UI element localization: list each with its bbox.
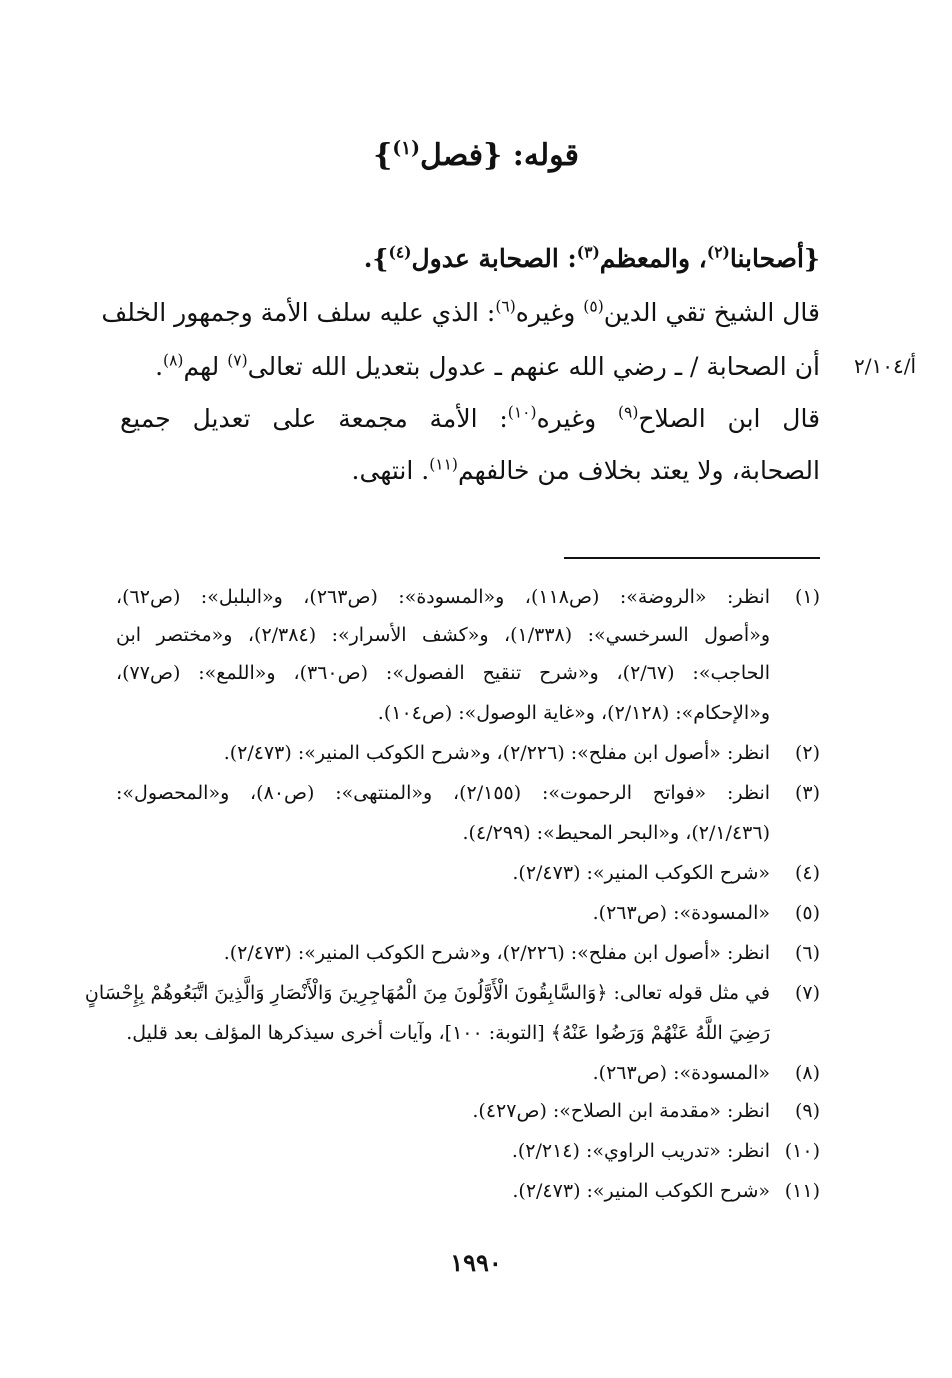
text-line-1: [120, 244, 820, 273]
text-segment: : الأمة مجمعة على تعديل جميع: [120, 404, 508, 433]
footnote-3-line-2: (٢/١/٤٣٦)، و«البحر المحيط»: (٤/٢٩٩).: [462, 822, 770, 844]
footnote-text: انظر: «تدريب الراوي»: (٢/٢١٤).: [511, 1140, 770, 1162]
footnote-ref: (٨): [163, 351, 184, 370]
text-segment: ، والمعظم: [599, 244, 707, 273]
footnote-number: (٢): [794, 742, 820, 764]
text-segment: : الصحابة عدول: [411, 244, 577, 273]
footnote-ref: (٤): [388, 242, 412, 262]
footnote-1-line-3: الحاجب»: (٢/٦٧)، و«شرح تنقيح الفصول»: (ص٣٦٠)، و«اللمع»: (ص٧٧)،: [116, 662, 770, 684]
footnote-separator: [564, 557, 820, 559]
text-segment: }.: [363, 244, 389, 273]
text-segment: قال الشيخ تقي الدين: [603, 298, 820, 327]
page-number: ١٩٩٠: [450, 1248, 502, 1277]
footnote-text: انظر: «فواتح الرحموت»: (٢/١٥٥)، و«المنتهى»: (ص٨٠)، و«المحصول»:: [116, 782, 771, 804]
section-title-brace: }: [373, 138, 393, 173]
footnote-1-line-2: و«أصول السرخسي»: (١/٣٣٨)، و«كشف الأسرار»: (٢/٣٨٤)، و«مختصر ابن: [116, 624, 770, 646]
footnote-number: (١): [794, 586, 820, 608]
footnote-number: (١٠): [784, 1140, 820, 1162]
footnote-ref: (٩): [617, 403, 639, 422]
text-line-3: [120, 352, 820, 381]
section-title-text: قوله: {فصل: [419, 138, 579, 173]
footnote-number: (٩): [794, 1100, 820, 1122]
footnote-7-line-2: رَضِيَ اللَّهُ عَنْهُمْ وَرَضُوا عَنْهُ﴾ [التوبة: ١٠٠]، وآيات أخرى سيذكرها المؤلف بعد قليل.: [126, 1022, 770, 1044]
footnote-text: انظر: «أصول ابن مفلح»: (٢/٢٢٦)، و«شرح الكوكب المنير»: (٢/٤٧٣).: [223, 942, 770, 964]
text-line-4: [120, 404, 820, 433]
footnote-ref: (٦): [495, 297, 516, 316]
text-segment: .: [155, 352, 164, 381]
footnote-text: في مثل قوله تعالى: ﴿وَالسَّابِقُونَ الْأَوَّلُونَ مِنَ الْمُهَاجِرِينَ وَالْأَنْصَارِ وَالَّذِينَ اتَّبَعُوهُمْ بِإِحْسَانٍ: [84, 982, 770, 1004]
footnote-ref: (٢): [706, 242, 730, 262]
footnote-number: (٤): [794, 862, 820, 884]
text-segment: الصحابة، ولا يعتد بخلاف من خالفهم: [457, 456, 820, 485]
margin-folio-note: أ/٢/١٠٤: [853, 354, 916, 378]
text-segment: . انتهى.: [351, 456, 430, 485]
footnote-ref: (٥): [583, 297, 604, 316]
footnote-number: (١١): [784, 1180, 820, 1202]
footnote-number: (٧): [794, 982, 820, 1004]
footnote-ref: (٣): [576, 242, 600, 262]
text-segment: قال ابن الصلاح: [638, 404, 821, 433]
text-segment: وغيره: [536, 404, 618, 433]
footnote-number: (٦): [794, 942, 820, 964]
footnote-text: «شرح الكوكب المنير»: (٢/٤٧٣).: [512, 862, 770, 884]
text-line-2: [101, 297, 820, 327]
footnote-ref: (٧): [227, 351, 248, 370]
footnote-text: «المسودة»: (ص٢٦٣).: [592, 902, 770, 924]
text-segment: لهم: [183, 352, 228, 381]
footnote-text: «المسودة»: (ص٢٦٣).: [592, 1062, 770, 1084]
footnote-text: «شرح الكوكب المنير»: (٢/٤٧٣).: [512, 1180, 770, 1202]
text-line-5: [120, 456, 820, 485]
footnote-ref: (١٠): [507, 403, 537, 422]
text-segment: : الذي عليه سلف الأمة وجمهور الخلف: [101, 298, 496, 327]
footnote-number: (٣): [794, 782, 820, 804]
footnote-text: انظر: «مقدمة ابن الصلاح»: (ص٤٢٧).: [472, 1100, 770, 1122]
text-segment: {أصحابنا: [729, 244, 820, 273]
text-segment: أن الصحابة / ـ رضي الله عنهم ـ عدول بتعديل الله تعالى: [247, 352, 820, 381]
footnote-1-line-4: و«الإحكام»: (٢/١٢٨)، و«غاية الوصول»: (ص١٠٤).: [377, 702, 770, 724]
footnote-number: (٨): [794, 1062, 820, 1084]
footnote-ref: (١): [392, 138, 420, 159]
text-segment: وغيره: [515, 298, 584, 327]
footnote-ref: (١١): [429, 455, 458, 474]
section-title: [0, 138, 952, 173]
footnote-text: انظر: «أصول ابن مفلح»: (٢/٢٢٦)، و«شرح الكوكب المنير»: (٢/٤٧٣).: [223, 742, 770, 764]
footnote-number: (٥): [794, 902, 820, 924]
footnote-text: انظر: «الروضة»: (ص١١٨)، و«المسودة»: (ص٢٦٣)، و«البلبل»: (ص٦٢)،: [116, 586, 770, 608]
